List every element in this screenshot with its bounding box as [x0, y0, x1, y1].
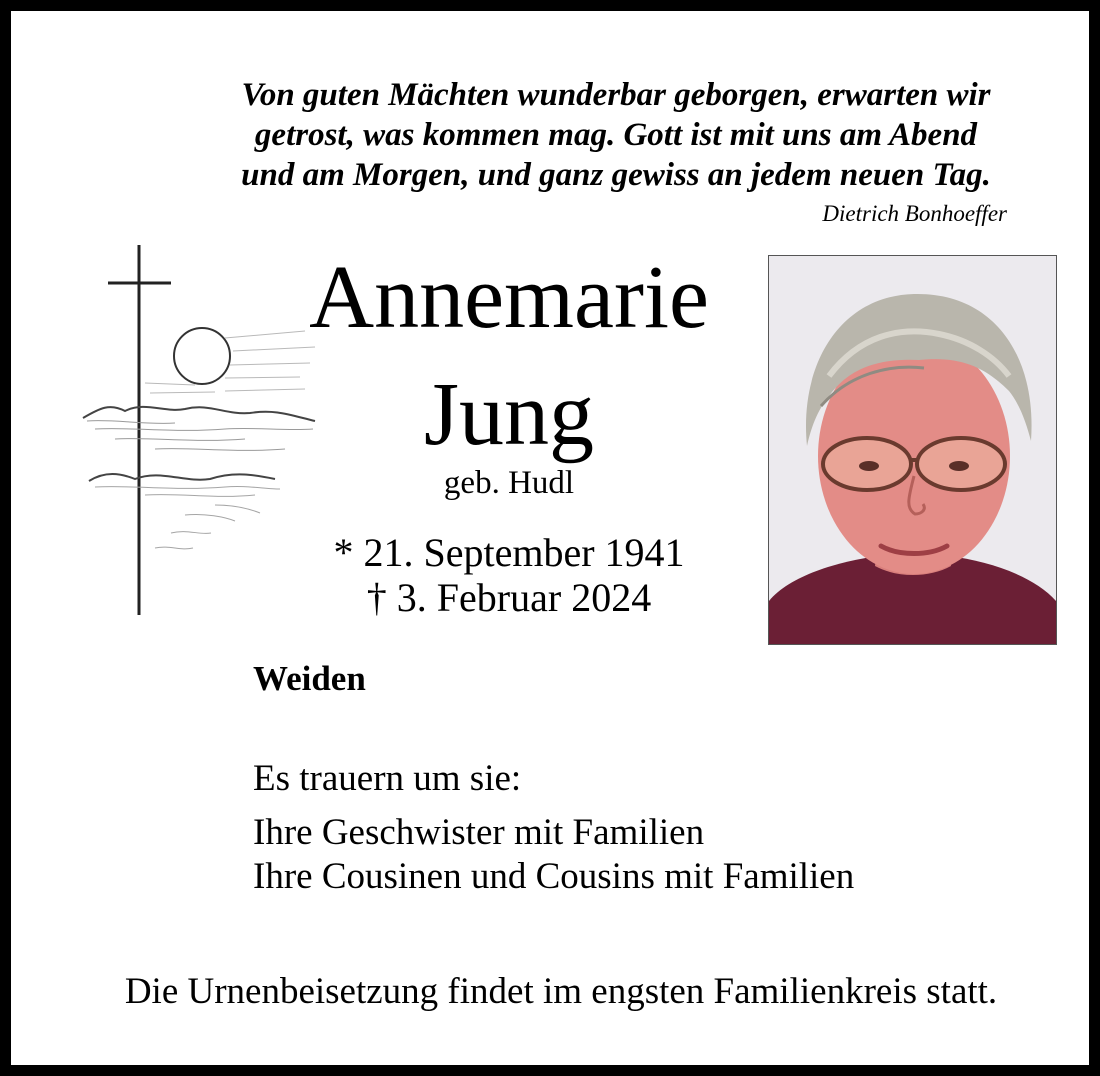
quote-line: und am Morgen, und ganz gewiss an jedem neuen Tag.: [241, 157, 991, 193]
burial-notice: Die Urnenbeisetzung findet im engsten Familienkreis statt.: [124, 971, 998, 1012]
death-date: † 3. Februar 2024: [366, 575, 652, 620]
birth-date: * 21. September 1941: [333, 530, 685, 575]
quote-author: Dietrich Bonhoeffer: [822, 201, 1007, 226]
mourner-entry: Ihre Geschwister mit Familien: [253, 812, 705, 853]
first-name: Annemarie: [309, 248, 709, 347]
mourners-list: [253, 811, 854, 899]
last-name: Jung: [423, 365, 595, 464]
mourner-entry: Ihre Cousinen und Cousins mit Familien: [253, 856, 855, 897]
mourning-intro: Es trauern um sie:: [253, 758, 522, 799]
maiden-name: geb. Hudl: [443, 465, 575, 501]
quote: [161, 75, 1071, 195]
place-of-residence: Weiden: [253, 659, 366, 698]
quote-line: Von guten Mächten wunderbar geborgen, erwarten wir: [241, 77, 991, 113]
portrait-photo: [768, 255, 1057, 645]
quote-line: getrost, was kommen mag. Gott ist mit uns am Abend: [254, 117, 978, 153]
